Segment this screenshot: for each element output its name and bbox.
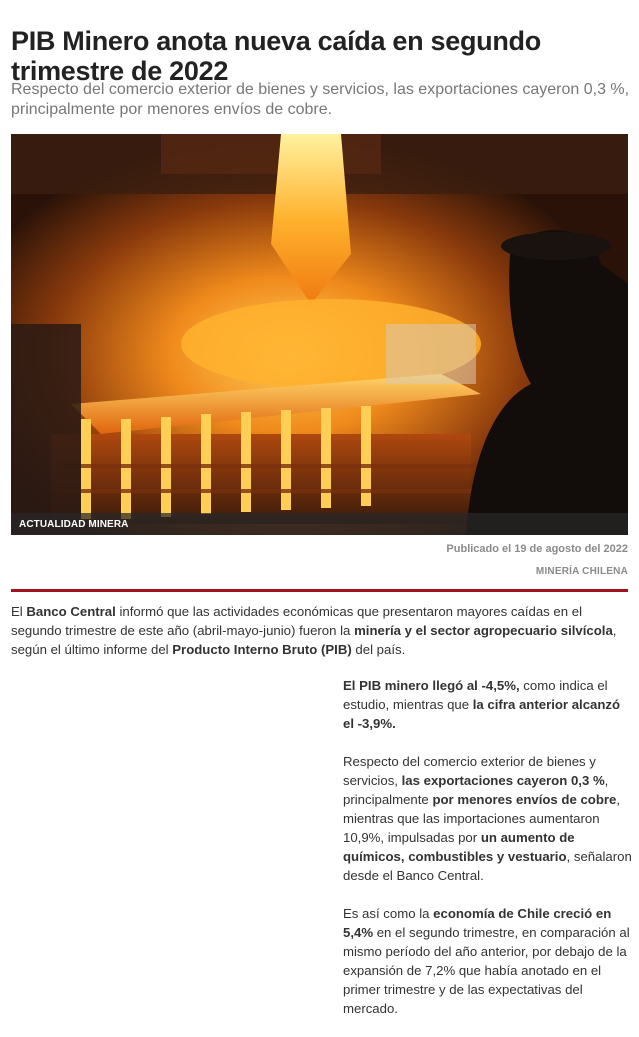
- text-run: , señalaron desde el Banco Central.: [343, 849, 632, 883]
- source-label: MINERÍA CHILENA: [535, 566, 628, 577]
- bold-text-run: Producto Interno Bruto (PIB): [172, 642, 352, 657]
- bold-text-run: por menores envíos de cobre: [432, 792, 617, 807]
- text-run: , mientras que las importaciones aumentaron 10,9%, impulsadas por: [343, 792, 621, 845]
- image-caption: ACTUALIDAD MINERA: [19, 519, 129, 530]
- article-photo: [11, 134, 628, 535]
- molten-copper-pour-illustration: [11, 134, 628, 535]
- body-column: [343, 676, 633, 1037]
- publish-date: Publicado el 19 de agosto del 2022: [446, 543, 628, 555]
- article-title: PIB Minero anota nueva caída en segundo trimestre de 2022: [11, 26, 541, 87]
- text-run: Respecto del comercio exterior de bienes y servicios,: [343, 754, 596, 788]
- bold-text-run: minería y el sector agropecuario silvícola: [354, 623, 613, 638]
- text-run: Es así como la: [343, 906, 434, 921]
- text-run: , según el último informe del: [11, 623, 617, 657]
- bold-text-run: Banco Central: [26, 604, 116, 619]
- text-run: del país.: [351, 642, 406, 657]
- article-subtitle: Respecto del comercio exterior de bienes y servicios, las exportaciones cayeron 0,3 %, principalmente por menores envíos de cobre.: [11, 81, 630, 118]
- bold-text-run: las exportaciones cayeron 0,3 %: [401, 773, 605, 788]
- bold-text-run: economía de Chile creció en 5,4%: [343, 906, 612, 940]
- section-divider: [11, 589, 628, 592]
- text-run: El: [11, 604, 27, 619]
- body-paragraph-1: [343, 676, 633, 733]
- bold-text-run: El PIB minero llegó al -4,5%,: [343, 678, 520, 693]
- text-run: en el segundo trimestre, en comparación al mismo período del año anterior, por debajo de la expansión de 7,2% que había anotado en el primer trimestre y de las expectativas del mercado.: [343, 925, 630, 1016]
- text-run: informó que las actividades económicas que presentaron mayores caídas en el segundo trimestre de este año (abril-mayo-junio) fueron la: [11, 604, 583, 638]
- body-paragraph-2: [343, 752, 633, 885]
- text-run: como indica el estudio, mientras que: [343, 678, 608, 712]
- image-caption-bar: [11, 513, 628, 535]
- intro-paragraph: [11, 602, 631, 659]
- bold-text-run: un aumento de químicos, combustibles y vestuario: [343, 830, 575, 864]
- bold-text-run: la cifra anterior alcanzó el -3,9%.: [343, 697, 621, 731]
- body-paragraph-3: [343, 904, 633, 1018]
- text-run: , principalmente: [343, 773, 609, 807]
